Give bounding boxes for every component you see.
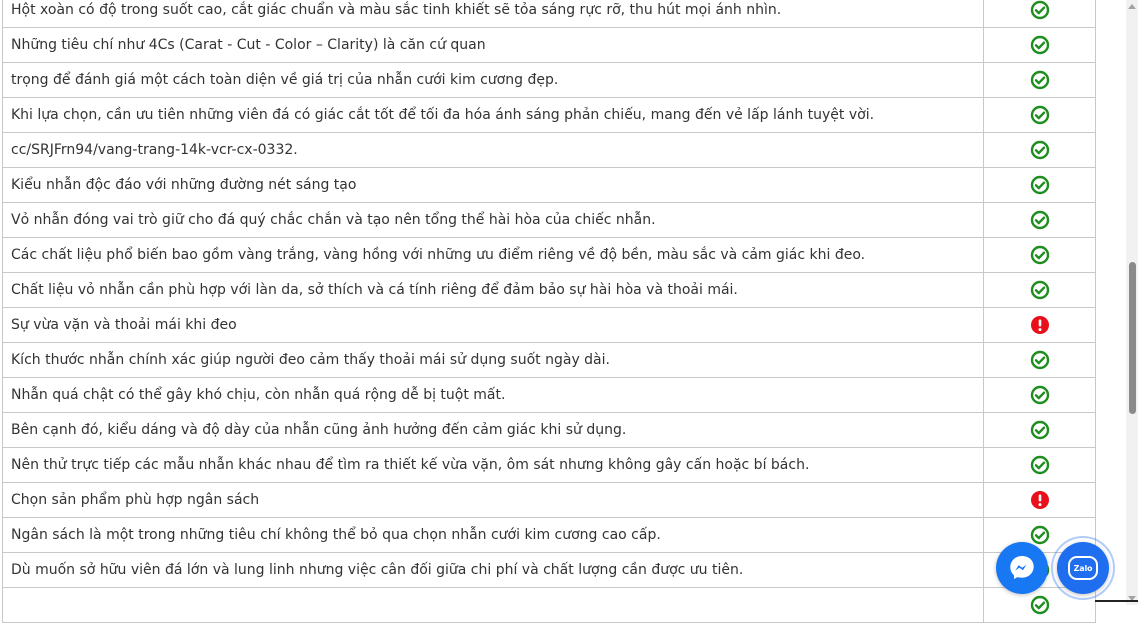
row-text (3, 588, 984, 623)
table-row (3, 133, 1096, 168)
check-circle-icon (1030, 280, 1050, 300)
scroll-up-arrow-icon[interactable] (1128, 4, 1136, 9)
check-circle-icon (1030, 70, 1050, 90)
row-text: Bên cạnh đó, kiểu dáng và độ dày của nhẫn cũng ảnh hưởng đến cảm giác khi sử dụng. (3, 413, 984, 448)
row-text: Kiểu nhẫn độc đáo với những đường nét sáng tạo (3, 168, 984, 203)
row-status-cell (984, 483, 1096, 518)
check-circle-icon (1030, 595, 1050, 615)
row-text: Sự vừa vặn và thoải mái khi đeo (3, 308, 984, 343)
check-circle-icon (1030, 35, 1050, 55)
row-status-cell (984, 343, 1096, 378)
table-row (3, 553, 1096, 588)
row-text: Các chất liệu phổ biến bao gồm vàng trắng, vàng hồng với những ưu điểm riêng về độ bền, màu sắc và cảm giác khi đeo. (3, 238, 984, 273)
row-text: Vỏ nhẫn đóng vai trò giữ cho đá quý chắc chắn và tạo nên tổng thể hài hòa của chiếc nhẫn. (3, 203, 984, 238)
content-table-wrapper (2, 0, 1096, 623)
row-status-cell (984, 168, 1096, 203)
row-status-cell (984, 98, 1096, 133)
check-circle-icon (1030, 350, 1050, 370)
table-row (3, 28, 1096, 63)
check-circle-icon (1030, 105, 1050, 125)
check-circle-icon (1030, 455, 1050, 475)
row-status-cell (984, 308, 1096, 343)
row-status-cell (984, 238, 1096, 273)
table-row (3, 273, 1096, 308)
row-status-cell (984, 413, 1096, 448)
row-text: Hột xoàn có độ trong suốt cao, cắt giác chuẩn và màu sắc tinh khiết sẽ tỏa sáng rực rỡ, thu hút mọi ánh nhìn. (3, 0, 984, 28)
bottom-divider (1095, 600, 1138, 602)
table-row (3, 413, 1096, 448)
zalo-label: Zalo (1073, 563, 1093, 573)
check-circle-icon (1030, 0, 1050, 20)
criteria-table-body (3, 0, 1096, 623)
table-row (3, 378, 1096, 413)
table-row (3, 448, 1096, 483)
table-row (3, 98, 1096, 133)
row-status-cell (984, 273, 1096, 308)
row-text: Dù muốn sở hữu viên đá lớn và lung linh nhưng việc cân đối giữa chi phí và chất lượng cần được ưu tiên. (3, 553, 984, 588)
check-circle-icon (1030, 385, 1050, 405)
check-circle-icon (1030, 420, 1050, 440)
row-text: Những tiêu chí như 4Cs (Carat - Cut - Color – Clarity) là căn cứ quan (3, 28, 984, 63)
row-status-cell (984, 378, 1096, 413)
row-status-cell (984, 63, 1096, 98)
table-row (3, 63, 1096, 98)
row-status-cell (984, 28, 1096, 63)
table-row (3, 588, 1096, 623)
row-status-cell (984, 448, 1096, 483)
row-status-cell (984, 203, 1096, 238)
row-text: Chọn sản phẩm phù hợp ngân sách (3, 483, 984, 518)
row-text: Nhẫn quá chật có thể gây khó chịu, còn nhẫn quá rộng dễ bị tuột mất. (3, 378, 984, 413)
table-row (3, 238, 1096, 273)
criteria-table (2, 0, 1096, 623)
check-circle-icon (1030, 525, 1050, 545)
scrollbar-thumb[interactable] (1129, 262, 1136, 414)
row-text: Khi lựa chọn, cần ưu tiên những viên đá có giác cắt tốt để tối đa hóa ánh sáng phản chiếu, mang đến vẻ lấp lánh tuyệt vời. (3, 98, 984, 133)
row-text: Chất liệu vỏ nhẫn cần phù hợp với làn da, sở thích và cá tính riêng để đảm bảo sự hài hòa và thoải mái. (3, 273, 984, 308)
table-row (3, 483, 1096, 518)
table-row (3, 203, 1096, 238)
check-circle-icon (1030, 210, 1050, 230)
row-text: cc/SRJFrn94/vang-trang-14k-vcr-cx-0332. (3, 133, 984, 168)
check-circle-icon (1030, 175, 1050, 195)
zalo-chat-button[interactable] (1057, 542, 1109, 594)
table-row (3, 518, 1096, 553)
table-row (3, 0, 1096, 28)
row-status-cell (984, 0, 1096, 28)
alert-icon (1030, 490, 1050, 510)
messenger-chat-button[interactable] (996, 542, 1048, 594)
alert-icon (1030, 315, 1050, 335)
messenger-icon (1007, 553, 1037, 583)
row-status-cell (984, 133, 1096, 168)
row-text: trọng để đánh giá một cách toàn diện về giá trị của nhẫn cưới kim cương đẹp. (3, 63, 984, 98)
check-circle-icon (1030, 245, 1050, 265)
row-text: Ngân sách là một trong những tiêu chí không thể bỏ qua chọn nhẫn cưới kim cương cao cấp. (3, 518, 984, 553)
row-text: Nên thử trực tiếp các mẫu nhẫn khác nhau để tìm ra thiết kế vừa vặn, ôm sát nhưng không gây cấn hoặc bí bách. (3, 448, 984, 483)
zalo-icon (1068, 556, 1098, 580)
table-row (3, 308, 1096, 343)
table-row (3, 343, 1096, 378)
check-circle-icon (1030, 140, 1050, 160)
vertical-scrollbar[interactable] (1126, 0, 1138, 605)
table-row (3, 168, 1096, 203)
row-text: Kích thước nhẫn chính xác giúp người đeo cảm thấy thoải mái sử dụng suốt ngày dài. (3, 343, 984, 378)
